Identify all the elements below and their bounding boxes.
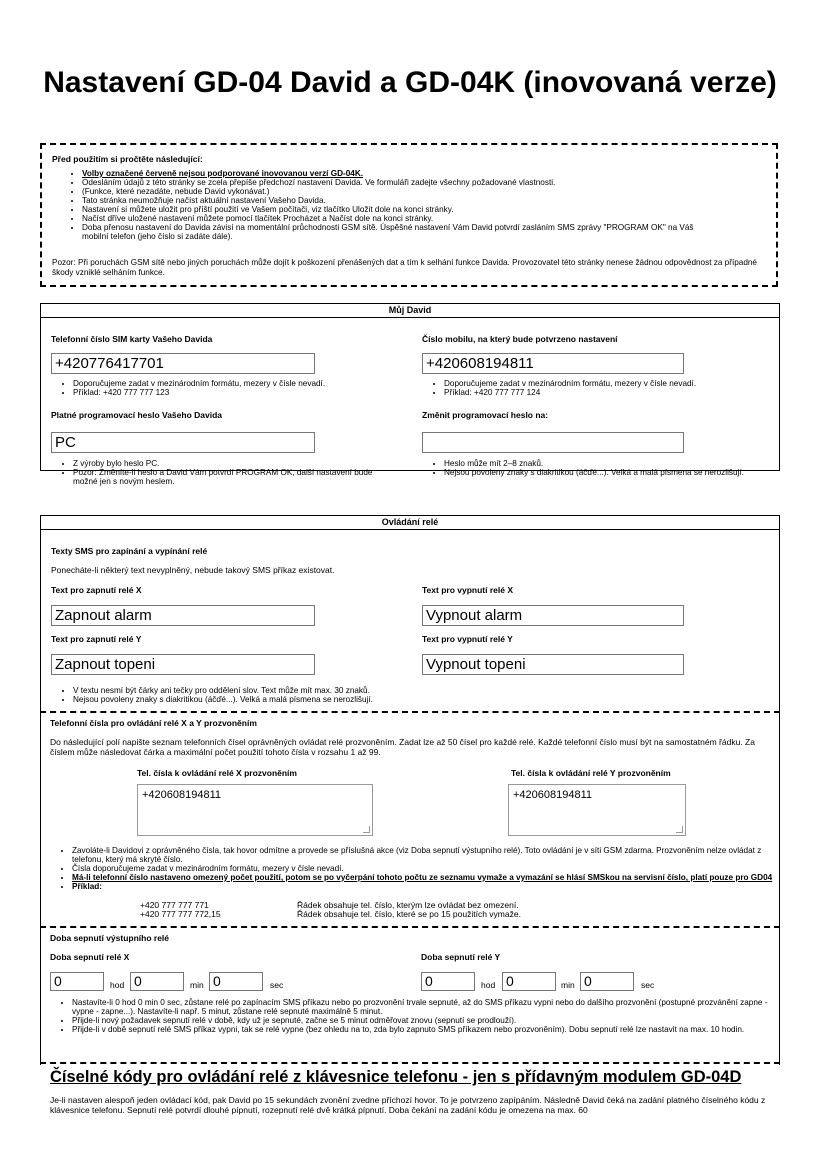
example-2-desc: Řádek obsahuje tel. číslo, které se po 15 použitích vymaže. (297, 909, 521, 919)
list-item: • Doporučujeme zadat v mezinárodním formátu, mezery v čísle nevadí. (444, 379, 784, 388)
list-item: • Čísla doporučujeme zadat v mezinárodním formátu, mezery v čísle nevadí. (72, 864, 782, 873)
off-x-input[interactable]: Vypnout alarm (422, 605, 684, 626)
divider (40, 926, 780, 928)
example-1-desc: Řádek obsahuje tel. číslo, kterým lze ovládat bez omezení. (297, 900, 519, 910)
on-x-input[interactable]: Zapnout alarm (51, 605, 315, 626)
list-item: • Přijde-li nový požadavek sepnutí relé v době, kdy už je sepnuté, začne se 5 minut odměřovat znovu (sepnutí se prodlouží). (72, 1016, 782, 1025)
time-y-seconds-input[interactable]: 0 (580, 972, 634, 991)
time-y-minutes-input[interactable]: 0 (502, 972, 556, 991)
list-item: • Nastavíte-li 0 hod 0 min 0 sec, zůstane relé po zapínacím SMS příkazu nebo po prozvonění trvale sepnuté, až do SMS příkazu vypni nebo do dalšího prozvonění (postupné prozvánění zapne - vypne - zapne...). Nastavíte-li např. 5 minut, zůstane relé sepnuté maximálně 5 minut. (72, 998, 782, 1016)
list-item: • Doba přenosu nastavení do Davida závisí na momentální průchodnosti GSM sítě. Úspěšné nastavení Vám David potvrdí zasláním SMS zprávy "PROGRAM OK" na Váš mobilní telefon (jeho číslo si zadáte dále). (82, 223, 702, 241)
ring-x-textarea[interactable]: +420608194811 (137, 784, 373, 836)
list-item: • Příklad: +420 777 777 123 (73, 388, 403, 397)
example-1-number: +420 777 777 771 (140, 900, 209, 910)
list-item: • Přijde-li v době sepnutí relé SMS příkaz vypni, tak se relé vypne (bez ohledu na to, zda bylo zapnuto SMS příkazem nebo prozvoněním). Dobu sepnutí relé lze nastavit na max. 10 hodin. (72, 1025, 782, 1034)
hours-unit: hod (110, 980, 125, 990)
sim-label: Telefonní číslo SIM karty Vašeho Davida (51, 334, 213, 344)
muj-david-section (40, 303, 780, 486)
time-y-hours-input[interactable]: 0 (421, 972, 475, 991)
new-password-hints (422, 459, 774, 477)
time-x-minutes-input[interactable]: 0 (130, 972, 184, 991)
hours-unit: hod (481, 980, 496, 990)
off-y-label: Text pro vypnutí relé Y (422, 634, 513, 644)
password-hints (51, 459, 373, 486)
warning-list (70, 169, 772, 241)
list-item: • Má-li telefonní číslo nastaveno omezený počet použití, potom se po vyčerpání tohoto počtu ze seznamu vymaže a vymazání se hlásí SMSkou na servisní číslo, platí pouze pro GD04 (72, 873, 782, 882)
codes-title: Číselné kódy pro ovládání relé z klávesnice telefonu - jen s přídavným modulem GD-04D (50, 1068, 742, 1086)
list-item: • Tato stránka neumožňuje načíst aktuální nastavení Vašeho Davida. (82, 196, 772, 205)
minutes-unit: min (190, 980, 204, 990)
sms-note: Ponecháte-li některý text nevyplněný, nebude takový SMS příkaz existovat. (51, 565, 335, 575)
list-item: • Odesláním údajů z této stránky se zcela přepíše předchozí nastavení Davida. Ve formuláři zadejte všechny požadované vlastnosti. (82, 178, 772, 187)
on-y-label: Text pro zapnutí relé Y (51, 634, 142, 644)
off-x-label: Text pro vypnutí relé X (422, 585, 514, 595)
list-item: • (Funkce, které nezadáte, nebude David vykonávat.) (82, 187, 772, 196)
mobile-number-input[interactable]: +420608194811 (422, 353, 684, 374)
mobile-hints (422, 379, 784, 397)
new-password-label: Změnit programovací heslo na: (422, 410, 549, 420)
list-item: • Zavoláte-li Davidovi z oprávněného čísla, tak hovor odmítne a provede se příslušná akce (viz Doba sepnutí výstupního relé). Toto ovládání je v síti GSM zdarma. Prozvoněním nelze ovládat z telefonu, který má skryté číslo. (72, 846, 782, 864)
list-item: • Příklad: (72, 882, 782, 891)
list-item: • Příklad: +420 777 777 124 (444, 388, 784, 397)
warning-note: Pozor: Při poruchách GSM sítě nebo jiných poruchách může dojít k poškození přenášených dat a tím k selhání funkce Davida. Provozovatel této stránky nenese žádnou odpovědnost za případné škody vzniklé selháním funkce. (52, 258, 757, 277)
page-title: Nastavení GD-04 David a GD-04K (inovovaná verze) (43, 66, 777, 99)
off-y-input[interactable]: Vypnout topeni (422, 654, 684, 675)
new-password-input[interactable] (422, 432, 684, 453)
password-label: Platné programovací heslo Vašeho Davida (51, 410, 223, 420)
sim-number-input[interactable]: +420776417701 (51, 353, 315, 374)
minutes-unit: min (561, 980, 575, 990)
phones-note: Do následující polí napište seznam telefonních čísel oprávněných ovládat relé prozvoněním. Zadat lze až 50 čísel pro každé relé. Každé telefonní číslo musí být na samostatném řádku. Za číslem může následovat čárka a maximální počet použití tohoto čísla v rozsahu 1 až 99. (50, 737, 755, 757)
time-title: Doba sepnutí výstupního relé (50, 933, 170, 943)
list-item: • Heslo může mít 2–8 znaků. (444, 459, 774, 468)
section-header: Ovládání relé (41, 516, 779, 530)
on-y-input[interactable]: Zapnout topeni (51, 654, 315, 675)
time-x-label: Doba sepnutí relé X (50, 952, 130, 962)
sim-hints (51, 379, 403, 397)
ring-hints (50, 846, 782, 891)
time-y-label: Doba sepnutí relé Y (421, 952, 501, 962)
list-item: • Pozor: Změníte-li heslo a David Vám potvrdí PROGRAM OK, další nastavení bude možné jen s novým heslem. (73, 468, 373, 486)
list-item: • V textu nesmí být čárky ani tečky pro oddělení slov. Text může mít max. 30 znaků. (73, 686, 673, 695)
sms-title: Texty SMS pro zapínání a vypínání relé (51, 546, 208, 556)
list-item: • Nejsou povoleny znaky s diakritikou (áčďé...). Velká a malá písmena se nerozlišují. (444, 468, 774, 477)
mobile-label: Číslo mobilu, na který bude potvrzeno nastavení (422, 334, 618, 344)
phones-title: Telefonní čísla pro ovládání relé X a Y prozvoněním (50, 718, 257, 728)
list-item: • Volby označené červeně nejsou podporované inovovanou verzí GD-04K. (82, 169, 772, 178)
warning-heading: Před použitím si pročtěte následující: (52, 154, 203, 164)
codes-text: Je-li nastaven alespoň jeden ovládací kód, pak David po 15 sekundách zvonění zvedne příchozí hovor. To je potvrzeno zapípáním. Následně David čeká na zadání platného číselného kódu z klávesnice telefonu. Sepnutí relé potvrdí dlouhé pípnutí, rozepnutí relé dvě krátká pípnutí. Doba čekání na zadání kódu je omezena na max. 60 (50, 1095, 766, 1115)
seconds-unit: sec (270, 980, 284, 990)
divider (40, 1062, 780, 1064)
time-x-hours-input[interactable]: 0 (50, 972, 104, 991)
list-item: • Načíst dříve uložené nastavení můžete pomocí tlačítek Procházet a Načíst dole na konci stránky. (82, 214, 772, 223)
warning-box (40, 143, 778, 287)
section-header: Můj David (41, 304, 779, 318)
seconds-unit: sec (641, 980, 655, 990)
divider (40, 711, 780, 713)
list-item: • Z výroby bylo heslo PC. (73, 459, 373, 468)
ring-y-textarea[interactable]: +420608194811 (508, 784, 686, 836)
time-x-seconds-input[interactable]: 0 (209, 972, 263, 991)
sms-hints (51, 686, 673, 704)
list-item: • Nastavení si můžete uložit pro příští použití ve Vašem počítači, viz tlačítko Uložit dole na konci stránky. (82, 205, 772, 214)
ring-y-label: Tel. čísla k ovládání relé Y prozvoněním (511, 768, 671, 778)
list-item: • Nejsou povoleny znaky s diakritikou (áčďé...). Velká a malá písmena se nerozlišují. (73, 695, 673, 704)
list-item: • Doporučujeme zadat v mezinárodním formátu, mezery v čísle nevadí. (73, 379, 403, 388)
example-2-number: +420 777 777 772,15 (140, 909, 221, 919)
on-x-label: Text pro zapnutí relé X (51, 585, 142, 595)
time-hints (50, 998, 782, 1034)
password-input[interactable]: PC (51, 432, 315, 453)
ring-x-label: Tel. čísla k ovládání relé X prozvoněním (137, 768, 297, 778)
